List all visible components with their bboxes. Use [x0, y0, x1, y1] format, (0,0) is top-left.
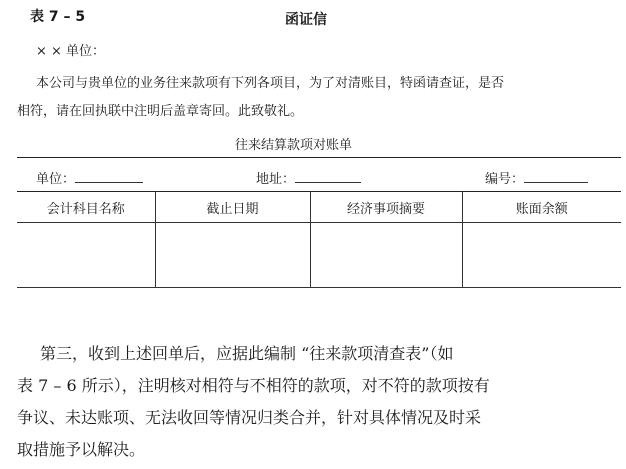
letter-title: 函证信: [285, 12, 327, 28]
table-row: [17, 223, 621, 288]
number-blank: [524, 170, 588, 183]
letter-line-2: 相符，请在回执联中注明后盖章寄回。此致敬礼。: [17, 104, 304, 119]
statement-table: [17, 191, 621, 288]
table-cell: [17, 223, 155, 288]
column-header: 账面余额: [462, 192, 621, 223]
table-number: 表 7 – 5: [30, 9, 86, 25]
column-header: 经济事项摘要: [310, 192, 462, 223]
paragraph-line-4: 取措施予以解决。: [17, 440, 146, 459]
table-header-row: [17, 192, 621, 223]
letter-line-1: 本公司与贵单位的业务往来款项有下列各项目，为了对清账目，特函请查证，是否: [36, 76, 505, 91]
number-field: [485, 168, 588, 187]
address-blank: [295, 170, 361, 183]
paragraph-line-2: 表 7 – 6 所示），注明核对相符与不相符的款项，对不符的款项按有: [17, 376, 490, 395]
paragraph-line-1: 第三，收到上述回单后，应据此编制 “往来款项清查表”（如: [40, 344, 454, 363]
column-header: 会计科目名称: [17, 192, 155, 223]
table-cell: [462, 223, 621, 288]
address-label: 地址：: [256, 172, 296, 187]
paragraph-line-3: 争议、未达账项、无法收回等情况归类合并，针对具体情况及时采: [17, 408, 482, 427]
table-top-rule: [17, 157, 621, 158]
statement-title: 往来结算款项对账单: [235, 138, 353, 153]
salutation: × × 单位：: [36, 44, 106, 59]
column-header: 截止日期: [155, 192, 310, 223]
table-cell: [155, 223, 310, 288]
unit-blank: [75, 170, 143, 183]
address-field: [256, 168, 361, 187]
unit-field: [36, 168, 143, 187]
number-label: 编号：: [485, 172, 525, 187]
table-cell: [310, 223, 462, 288]
unit-label: 单位：: [36, 172, 76, 187]
